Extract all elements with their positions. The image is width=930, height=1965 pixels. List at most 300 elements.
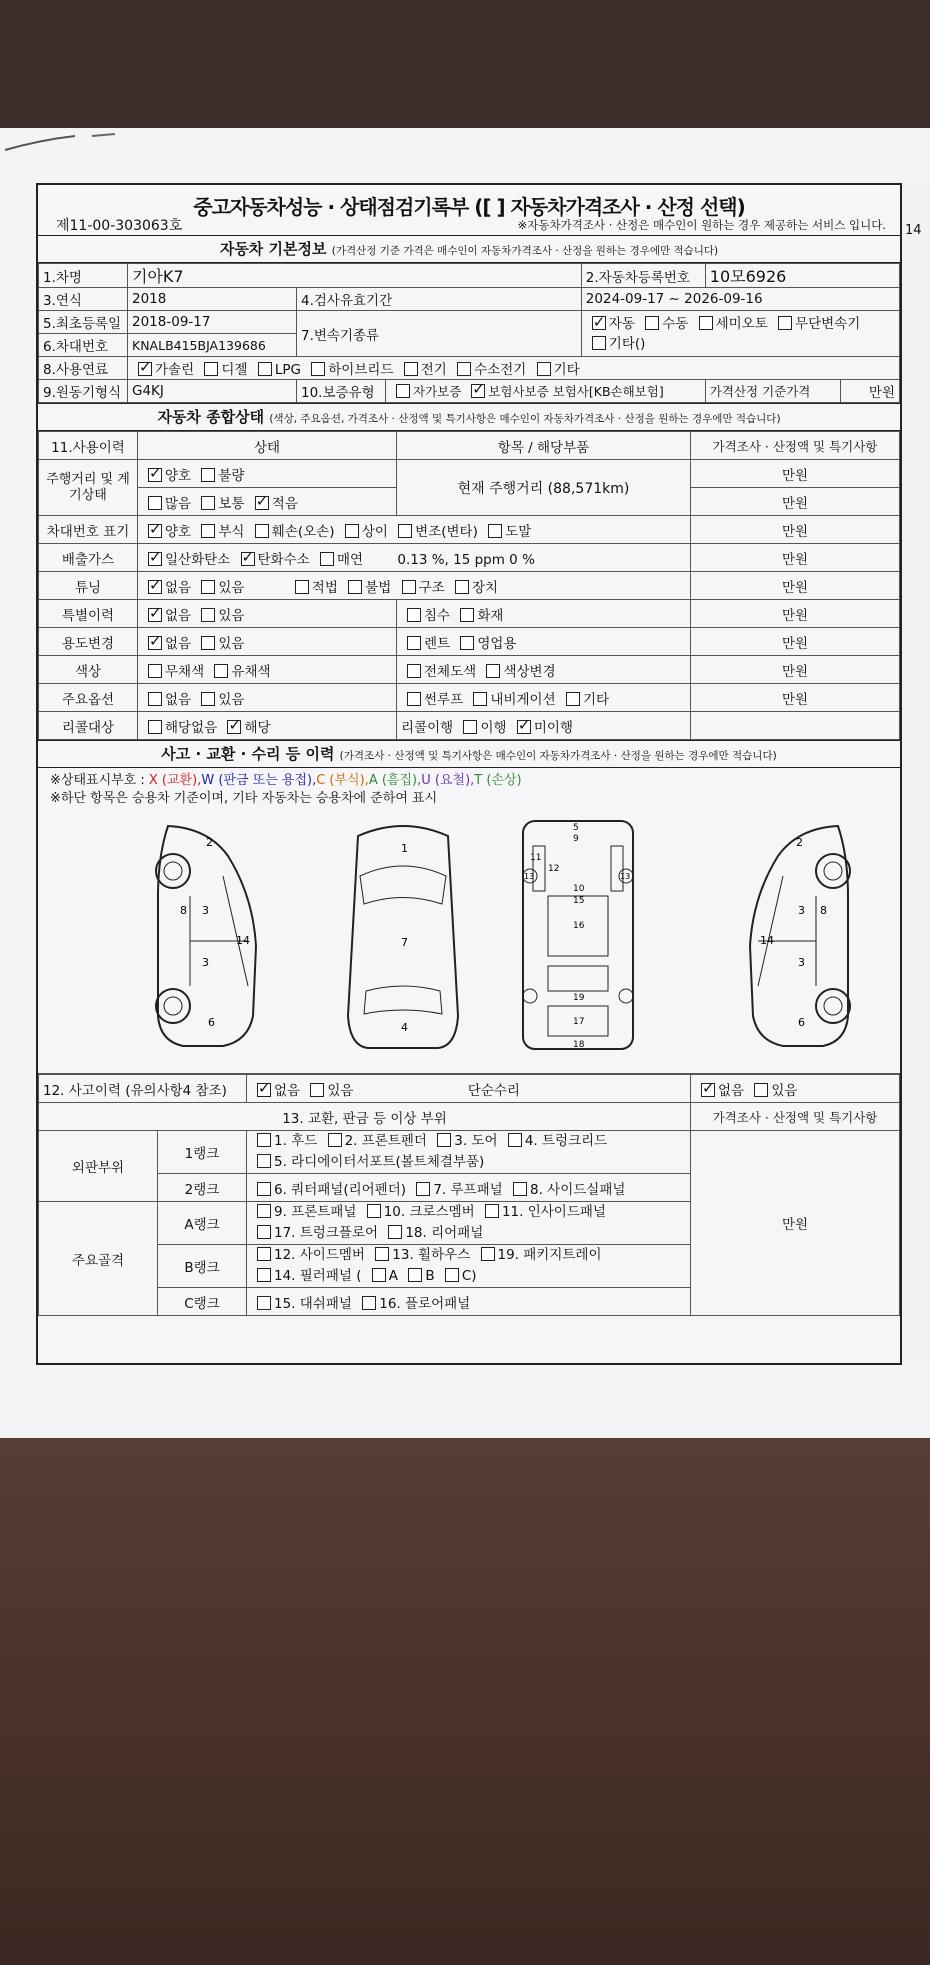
tuning-options: [138, 572, 691, 600]
simple-repair-label: 단순수리: [467, 1082, 520, 1099]
trans-manual-checkbox[interactable]: [645, 316, 659, 330]
front-panel-label: 9. 프론트패널: [274, 1204, 357, 1220]
legend-a: A (흠집),: [368, 773, 422, 788]
special-price-unit: 만원: [691, 600, 900, 628]
color-repaint-checkbox[interactable]: [407, 664, 421, 678]
motor-label: 9.원동기형식: [39, 380, 128, 403]
rankC-label: C랭크: [158, 1288, 247, 1316]
car-underbody-diagram: [508, 816, 648, 1056]
legend-prefix: ※상태표시부호 :: [50, 773, 149, 788]
accident-none-checkbox[interactable]: [257, 1083, 271, 1097]
simple-yes-checkbox[interactable]: [754, 1083, 768, 1097]
special-flood-label: 침수: [424, 607, 451, 624]
radiator-support-checkbox[interactable]: [257, 1154, 271, 1168]
trans-cvt-label: 무단변속기: [795, 315, 861, 332]
reg-no-label: 2.자동차등록번호: [581, 264, 705, 288]
usage-yes-checkbox[interactable]: [201, 636, 215, 650]
door-label: 3. 도어: [454, 1133, 498, 1149]
accident-history-options: [247, 1075, 691, 1103]
svg-text:11: 11: [530, 853, 542, 863]
vin-different-label: 상이: [361, 523, 388, 540]
floor-panel-label: 16. 플로어패널: [379, 1295, 471, 1312]
floor-panel-checkbox[interactable]: [362, 1296, 376, 1310]
package-tray-checkbox[interactable]: [481, 1247, 495, 1261]
mileage-good-label: 양호: [165, 467, 192, 484]
emission-smoke-checkbox[interactable]: [320, 552, 334, 566]
tuning-none-label: 없음: [165, 579, 192, 596]
simple-none-label: 없음: [718, 1082, 745, 1099]
rank1-items: [247, 1131, 691, 1174]
emission-label: 배출가스: [39, 544, 138, 572]
recall-done-cell: [397, 712, 691, 740]
tuning-illegal-checkbox[interactable]: [348, 580, 362, 594]
usage-yes-label: 있음: [218, 635, 245, 652]
usage-rent-checkbox[interactable]: [407, 636, 421, 650]
svg-text:18: 18: [573, 1040, 585, 1050]
wheel-house-checkbox[interactable]: [375, 1247, 389, 1261]
radiator-support-label: 5. 라디에이터서포트(볼트체결부품): [274, 1154, 485, 1170]
trunk-lid-label: 4. 트렁크리드: [524, 1133, 608, 1149]
trans-other-label: 기타(): [608, 335, 646, 352]
legend-u: U (요철),: [421, 773, 475, 788]
usage-none-label: 없음: [165, 635, 192, 652]
inside-panel-label: 11. 인사이드패널: [501, 1204, 606, 1220]
part-header: 13. 교환, 판금 등 이상 부위: [39, 1103, 691, 1131]
year-value: 2018: [128, 288, 297, 311]
trans-manual-label: 수동: [662, 315, 689, 332]
mileage-many-label: 많음: [165, 495, 192, 512]
usage-business-label: 영업용: [477, 635, 517, 652]
front-fender-label: 2. 프론트펜더: [344, 1133, 427, 1149]
door-checkbox[interactable]: [437, 1133, 451, 1147]
mileage-normal-checkbox[interactable]: [201, 496, 215, 510]
mileage-normal-label: 보통: [218, 495, 245, 512]
fuel-other-label: 기타: [553, 362, 580, 378]
rear-panel-checkbox[interactable]: [388, 1225, 402, 1239]
fuel-gasoline-checkbox[interactable]: [138, 362, 152, 376]
tuning-none-checkbox[interactable]: [148, 580, 162, 594]
inside-panel-checkbox[interactable]: [485, 1204, 499, 1218]
vin-state-label: 차대번호 표기: [39, 516, 138, 544]
warranty-options: [386, 380, 706, 403]
fuel-lpg-checkbox[interactable]: [258, 362, 272, 376]
option-sunroof-label: 썬루프: [424, 691, 464, 708]
legend-c: C (부식),: [316, 773, 369, 788]
option-none-label: 없음: [165, 691, 192, 708]
accident-note: (가격조사 · 산정액 및 특기사항은 매수인이 자동차가격조사 · 산정을 원하는 경우에만 적습니다): [339, 750, 777, 762]
mileage-many-checkbox[interactable]: [148, 496, 162, 510]
pillar-c-checkbox[interactable]: [445, 1268, 459, 1282]
cross-member-checkbox[interactable]: [367, 1204, 381, 1218]
trans-semi-checkbox[interactable]: [699, 316, 713, 330]
svg-text:15: 15: [573, 896, 585, 906]
option-yes-checkbox[interactable]: [201, 692, 215, 706]
hood-checkbox[interactable]: [257, 1133, 271, 1147]
option-yes-label: 있음: [218, 691, 245, 708]
basic-info-table: [38, 263, 900, 403]
wheel-house-label: 13. 휠하우스: [392, 1247, 471, 1263]
legend-t: T (손상): [474, 773, 522, 788]
rank1-label: 1랭크: [158, 1131, 247, 1174]
emission-co-label: 일산화탄소: [165, 551, 231, 568]
header-note: ※자동차가격조사 · 산정은 매수인이 원하는 경우 제공하는 서비스 입니다.: [517, 218, 886, 232]
vin-smear-checkbox[interactable]: [488, 524, 502, 538]
special-flood-checkbox[interactable]: [407, 608, 421, 622]
svg-text:3: 3: [202, 904, 209, 917]
option-none-checkbox[interactable]: [148, 692, 162, 706]
color-chromatic-checkbox[interactable]: [214, 664, 228, 678]
emission-smoke-label: 매연: [336, 551, 364, 568]
svg-text:14: 14: [760, 934, 774, 947]
car-diagram-area: [38, 768, 900, 1074]
trans-auto-label: 자동: [608, 315, 635, 332]
special-fire-checkbox[interactable]: [460, 608, 474, 622]
fuel-hydrogen-checkbox[interactable]: [457, 362, 471, 376]
car-left-side-diagram: [128, 816, 288, 1056]
tuning-legal-label: 적법: [311, 579, 338, 596]
accident-yes-checkbox[interactable]: [310, 1083, 324, 1097]
svg-text:3: 3: [202, 956, 209, 969]
special-none-label: 없음: [165, 607, 192, 624]
fuel-diesel-label: 디젤: [221, 362, 248, 378]
state-header: 상태: [138, 432, 397, 460]
fuel-hydrogen-label: 수소전기: [474, 362, 527, 378]
emission-values: 0.13 %, 15 ppm 0 %: [397, 551, 535, 568]
status-title: 자동차 종합상태: [157, 408, 265, 426]
trans-label: 7.변속기종류: [297, 311, 582, 357]
tuning-yes-label: 있음: [218, 579, 245, 596]
emission-options: [138, 544, 691, 572]
fuel-electric-checkbox[interactable]: [404, 362, 418, 376]
main-option-options: [138, 684, 397, 712]
car-right-side-diagram: [718, 816, 878, 1056]
color-achromatic-label: 무채색: [165, 663, 205, 680]
warranty-insurance-checkbox[interactable]: [471, 384, 485, 398]
option-other-checkbox[interactable]: [566, 692, 580, 706]
trunk-lid-checkbox[interactable]: [508, 1133, 522, 1147]
svg-text:19: 19: [573, 993, 585, 1003]
mileage-price-unit-2: 만원: [691, 488, 900, 516]
vin-smear-label: 도말: [505, 523, 532, 540]
side-sill-label: 8. 사이드실패널: [529, 1181, 626, 1198]
price-header: 가격조사 · 산정액 및 특기사항: [691, 432, 900, 460]
vin-price-unit: 만원: [691, 516, 900, 544]
emission-hc-label: 탄화수소: [257, 551, 310, 568]
svg-text:3: 3: [798, 956, 805, 969]
mileage-label: 주행거리 및 계기상태: [39, 460, 138, 516]
recall-notdone-option: 미이행: [533, 719, 573, 736]
color-change-checkbox[interactable]: [486, 664, 500, 678]
emission-hc-checkbox[interactable]: [241, 552, 255, 566]
warranty-insurance-label: 보험사보증 보험사[KB손해보험]: [488, 384, 664, 399]
roof-panel-checkbox[interactable]: [416, 1182, 430, 1196]
trans-other-checkbox[interactable]: [592, 336, 606, 350]
svg-text:17: 17: [573, 1017, 585, 1027]
svg-text:7: 7: [401, 936, 408, 949]
cross-member-label: 10. 크로스멤버: [383, 1204, 475, 1220]
tuning-price-unit: 만원: [691, 572, 900, 600]
part-price-unit: 만원: [691, 1131, 900, 1316]
color-repaint-label: 전체도색: [424, 663, 477, 680]
pen-mark: [0, 128, 120, 158]
mileage-few-label: 적음: [271, 495, 298, 512]
frame-label: 주요골격: [39, 1202, 158, 1316]
usage-history-header: 11.사용이력: [39, 432, 138, 460]
simple-repair-options: [691, 1075, 900, 1103]
mileage-price-unit-1: 만원: [691, 460, 900, 488]
accident-yes-label: 있음: [327, 1082, 354, 1099]
svg-text:6: 6: [208, 1016, 215, 1029]
mileage-few-checkbox[interactable]: [255, 496, 269, 510]
mileage-state-row2: [138, 488, 397, 516]
trunk-floor-label: 17. 트렁크플로어: [274, 1225, 379, 1241]
svg-text:4: 4: [401, 1021, 408, 1034]
special-none-checkbox[interactable]: [148, 608, 162, 622]
fuel-electric-label: 전기: [420, 362, 447, 378]
color-items: [397, 656, 691, 684]
basic-info-note: (가격산정 기준 가격은 매수인이 자동차가격조사 · 산정을 원하는 경우에만 적습니다): [331, 245, 719, 257]
tuning-legal-checkbox[interactable]: [295, 580, 309, 594]
color-change-label: 색상변경: [503, 663, 556, 680]
main-option-items: [397, 684, 691, 712]
tuning-device-label: 장치: [471, 579, 499, 596]
fuel-other-checkbox[interactable]: [537, 362, 551, 376]
accident-history-label: 12. 사고이력 (유의사항4 참조): [39, 1075, 247, 1103]
roof-panel-label: 7. 루프패널: [433, 1181, 503, 1198]
tuning-structure-label: 구조: [418, 579, 445, 596]
option-sunroof-checkbox[interactable]: [407, 692, 421, 706]
special-options: [138, 600, 397, 628]
mileage-bad-label: 불량: [218, 467, 245, 484]
fuel-lpg-label: LPG: [274, 362, 301, 378]
status-legend: [50, 772, 522, 808]
accident-section-title: [38, 740, 900, 768]
pillar-panel-checkbox[interactable]: [257, 1268, 271, 1282]
rank2-label: 2랭크: [158, 1174, 247, 1202]
first-reg-label: 5.최초등록일: [39, 311, 128, 334]
outer-panel-label: 외판부위: [39, 1131, 158, 1202]
accident-none-label: 없음: [274, 1082, 301, 1099]
recall-none-checkbox[interactable]: [148, 720, 162, 734]
document-header: [38, 185, 900, 236]
fuel-label: 8.사용연료: [39, 357, 128, 380]
main-option-label: 주요옵션: [39, 684, 138, 712]
svg-text:3: 3: [798, 904, 805, 917]
vin-altered-checkbox[interactable]: [398, 524, 412, 538]
car-name-value: 기아K7: [128, 264, 582, 288]
item-header: 항목 / 해당부품: [397, 432, 691, 460]
adjacent-page-edge: [898, 183, 930, 1361]
fuel-options: [128, 357, 900, 380]
warranty-label: 10.보증유형: [297, 380, 386, 403]
recall-notdone-checkbox[interactable]: [517, 720, 531, 734]
emission-price-unit: 만원: [691, 544, 900, 572]
vin-state-options: [138, 516, 691, 544]
usage-change-label: 용도변경: [39, 628, 138, 656]
status-table: [38, 431, 900, 740]
side-member-checkbox[interactable]: [257, 1247, 271, 1261]
special-yes-checkbox[interactable]: [201, 608, 215, 622]
svg-text:14: 14: [236, 934, 250, 947]
mileage-good-checkbox[interactable]: [148, 468, 162, 482]
vin-different-checkbox[interactable]: [345, 524, 359, 538]
usage-change-options: [138, 628, 397, 656]
special-fire-label: 화재: [477, 607, 504, 624]
vin-damage-checkbox[interactable]: [255, 524, 269, 538]
rankB-items: 12. 사이드멤버 13. 휠하우스 19. 패키지트레이 14. 필러패널 ( A B C): [247, 1245, 691, 1288]
vin-corrosion-label: 부식: [218, 523, 245, 540]
rear-panel-label: 18. 리어패널: [405, 1225, 484, 1241]
warranty-self-label: 자가보증: [413, 384, 462, 399]
legend-note: ※하단 항목은 승용차 기준이며, 기타 자동차는 승용차에 준하여 표시: [50, 791, 438, 806]
year-label: 3.연식: [39, 288, 128, 311]
document-number: 제11-00-303063호: [56, 218, 183, 234]
recall-price-empty: [691, 712, 900, 740]
accident-title: 사고 · 교환 · 수리 등 이력: [161, 745, 335, 763]
emission-co-checkbox[interactable]: [148, 552, 162, 566]
rankA-label: A랭크: [158, 1202, 247, 1245]
special-label: 특별이력: [39, 600, 138, 628]
legend-w: W (판금 또는 용접),: [201, 773, 317, 788]
svg-text:6: 6: [798, 1016, 805, 1029]
quarter-panel-label: 6. 쿼터패널(리어펜더): [274, 1181, 407, 1198]
quarter-panel-checkbox[interactable]: [257, 1182, 271, 1196]
usage-price-unit: 만원: [691, 628, 900, 656]
vin-damage-label: 훼손(오손): [271, 523, 335, 540]
svg-text:2: 2: [206, 836, 213, 849]
dash-panel-checkbox[interactable]: [257, 1296, 271, 1310]
price-basis-label: 가격산정 기준가격: [705, 380, 840, 403]
svg-text:5: 5: [573, 823, 579, 833]
trunk-floor-checkbox[interactable]: [257, 1225, 271, 1239]
mileage-state-row1: [138, 460, 397, 488]
tuning-label: 튜닝: [39, 572, 138, 600]
document-title: 중고자동차성능 · 상태점검기록부 ([ ] 자동차가격조사 · 산정 선택): [193, 195, 745, 219]
inspect-value: 2024-09-17 ~ 2026-09-16: [581, 288, 899, 311]
svg-text:1: 1: [401, 842, 408, 855]
tuning-illegal-label: 불법: [365, 579, 392, 596]
recall-yes-label: 해당: [244, 719, 271, 736]
fuel-hybrid-checkbox[interactable]: [311, 362, 325, 376]
svg-text:2: 2: [796, 836, 803, 849]
color-options: [138, 656, 397, 684]
svg-text:16: 16: [573, 921, 585, 931]
color-price-unit: 만원: [691, 656, 900, 684]
tuning-structure-checkbox[interactable]: [402, 580, 416, 594]
rankC-items: [247, 1288, 691, 1316]
dash-panel-label: 15. 대쉬패널: [274, 1295, 352, 1312]
option-navigation-label: 내비게이션: [490, 691, 556, 708]
svg-text:13: 13: [524, 872, 535, 881]
basic-info-section-title: [38, 236, 900, 263]
recall-options: [138, 712, 397, 740]
front-panel-checkbox[interactable]: [257, 1204, 271, 1218]
car-name-label: 1.차명: [39, 264, 128, 288]
recall-yes-checkbox[interactable]: [227, 720, 241, 734]
inspect-label: 4.검사유효기간: [297, 288, 582, 311]
side-sill-checkbox[interactable]: [513, 1182, 527, 1196]
accident-table: [38, 1074, 900, 1316]
motor-value: G4KJ: [128, 380, 297, 403]
warranty-self-checkbox[interactable]: [396, 384, 410, 398]
vin-good-checkbox[interactable]: [148, 524, 162, 538]
rankA-items: [247, 1202, 691, 1245]
trans-cvt-checkbox[interactable]: [778, 316, 792, 330]
vin-corrosion-checkbox[interactable]: [201, 524, 215, 538]
status-note: (색상, 주요옵션, 가격조사 · 산정액 및 특기사항은 매수인이 자동차가격조사 · 산정을 원하는 경우에만 적습니다): [269, 413, 781, 425]
status-section-title: [38, 403, 900, 431]
fuel-diesel-checkbox[interactable]: [204, 362, 218, 376]
trans-auto-checkbox[interactable]: [592, 316, 606, 330]
rank2-items: [247, 1174, 691, 1202]
mileage-value: 현재 주행거리 (88,571km): [397, 460, 691, 516]
basic-info-title: 자동차 기본정보: [219, 240, 327, 258]
part-price-header: 가격조사 · 산정액 및 특기사항: [691, 1103, 900, 1131]
color-chromatic-label: 유채색: [231, 663, 271, 680]
legend-x: X (교환),: [148, 773, 202, 788]
edge-text: 14: [905, 223, 922, 238]
simple-none-checkbox[interactable]: [701, 1083, 715, 1097]
reg-no-value: 10모6926: [705, 264, 899, 288]
pillar-b-checkbox[interactable]: [408, 1268, 422, 1282]
tuning-yes-checkbox[interactable]: [201, 580, 215, 594]
special-items: [397, 600, 691, 628]
recall-done-option: 이행: [480, 719, 507, 736]
option-other-label: 기타: [582, 691, 610, 708]
price-basis-unit: 만원: [841, 380, 900, 403]
svg-text:8: 8: [180, 904, 187, 917]
recall-none-label: 해당없음: [165, 719, 218, 736]
svg-text:8: 8: [820, 904, 827, 917]
svg-text:13: 13: [620, 872, 631, 881]
special-yes-label: 있음: [218, 607, 245, 624]
usage-change-items: [397, 628, 691, 656]
pillar-panel-label: 14. 필러패널 (: [274, 1268, 362, 1284]
inspection-record-document: [36, 183, 902, 1365]
first-reg-value: 2018-09-17: [128, 311, 297, 334]
package-tray-label: 19. 패키지트레이: [497, 1247, 602, 1263]
recall-done-label: 리콜이행: [401, 719, 454, 736]
usage-none-checkbox[interactable]: [148, 636, 162, 650]
svg-text:9: 9: [573, 834, 579, 844]
desk-background: [0, 0, 930, 135]
fuel-gasoline-label: 가솔린: [155, 362, 195, 378]
color-achromatic-checkbox[interactable]: [148, 664, 162, 678]
vin-label: 6.차대번호: [39, 334, 128, 357]
car-top-diagram: [338, 816, 468, 1056]
svg-text:10: 10: [573, 884, 585, 894]
tuning-device-checkbox[interactable]: [455, 580, 469, 594]
pillar-a-checkbox[interactable]: [372, 1268, 386, 1282]
rankB-label: B랭크: [158, 1245, 247, 1288]
front-fender-checkbox[interactable]: [328, 1133, 342, 1147]
vin-value: KNALB415BJA139686: [128, 334, 297, 357]
trans-options: [581, 311, 899, 357]
vin-good-label: 양호: [165, 523, 192, 540]
option-navigation-checkbox[interactable]: [473, 692, 487, 706]
color-label: 색상: [39, 656, 138, 684]
option-price-unit: 만원: [691, 684, 900, 712]
side-member-label: 12. 사이드멤버: [274, 1247, 365, 1263]
fuel-hybrid-label: 하이브리드: [328, 362, 394, 378]
simple-yes-label: 있음: [771, 1082, 798, 1099]
svg-text:12: 12: [548, 864, 560, 874]
usage-business-checkbox[interactable]: [460, 636, 474, 650]
usage-rent-label: 렌트: [424, 635, 451, 652]
mileage-bad-checkbox[interactable]: [201, 468, 215, 482]
recall-done-checkbox[interactable]: [463, 720, 477, 734]
vin-altered-label: 변조(변타): [415, 523, 478, 540]
